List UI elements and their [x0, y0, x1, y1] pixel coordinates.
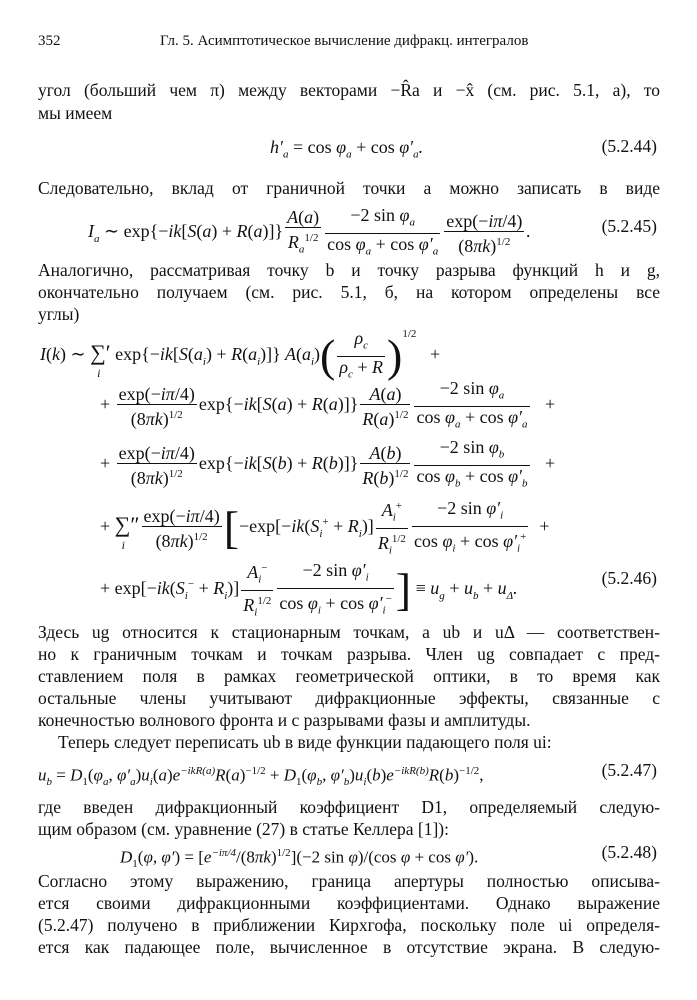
p4-line5: конечностью волнового фронта и с разрывами фазы и амплитуды. [38, 710, 531, 730]
p6-line2: ется своими дифракционными коэффициентами. Однако выражение [38, 893, 660, 913]
equation-5-2-46-row2: + $\frac{\exp(-i\pi/4)}{(8\pi k)^{1/2}}$ exp{−ik[S(a) + R(a)]} $\frac{A(a)}{R(a)^{1/2}}$ $\frac{-2 \sin \varphi_a}{\cos \varphi_a + \cos \varphi'_a}$ + [100, 378, 556, 431]
equation-5-2-46-row3: + $\frac{\exp(-i\pi/4)}{(8\pi k)^{1/2}}$ exp{−ik[S(b) + R(b)]} $\frac{A(b)}{R(b)^{1/2}}$ $\frac{-2 \sin \varphi_b}{\cos \varphi_b + \cos \varphi'_b}$ + [100, 437, 556, 490]
equation-5-2-44: $h'_a = \cos \varphi_a + \cos \varphi'_a$. [270, 137, 424, 161]
equation-5-2-46-row4: + ∑″ i $\frac{\exp(-i\pi/4)}{(8\pi k)^{1/2}}$ [$-\exp[-ik(S_i^+ + R_i)]$ $\frac{A_i^+}{R_i^{1/2}}$ $\frac{-2 \sin \varphi'_i}{\cos \varphi_i + \cos \varphi'_i^+}$ + [100, 498, 550, 557]
equation-number-5-2-48: (5.2.48) [601, 842, 657, 862]
equation-number-5-2-46: (5.2.46) [601, 568, 657, 588]
equation-5-2-45: $I_a$ ∼ exp{−ik[S(a) + R(a)]} $\frac{A(a)}{R_a^{1/2}}$ $\frac{-2 \sin \varphi_a}{\cos \varphi_a + \cos \varphi'_a}$ $\frac{\exp(-i\pi/4)}{(8\pi k)^{1/2}}$ . [88, 205, 531, 258]
p4-line6: Теперь следует переписать ub в виде функции падающего поля ui: [58, 732, 552, 752]
p1-line2: мы имеем [38, 103, 113, 123]
p4-line2: но к граничным точкам и точкам разрыва. Член ug совпадает с пред- [38, 644, 660, 664]
p3-line1: Аналогично, рассматривая точку b и точку разрыва функций h и g, [38, 260, 660, 280]
equation-5-2-48: $D_1(\varphi$, $\varphi') = [e^{-i\pi/4}/(8\pi k)^{1/2}](-2$ sin φ)/(cos φ + cos φ′). [120, 847, 479, 871]
equation-number-5-2-45: (5.2.45) [601, 216, 657, 236]
p1-line1: угол (больший чем π) между векторами −R̂a и −x̂ (см. рис. 5.1, a), то [38, 80, 660, 100]
equation-number-5-2-47: (5.2.47) [601, 760, 657, 780]
p5-line2: щим образом (см. уравнение (27) в статье Келлера [1]): [38, 819, 449, 839]
p3-line3: углы) [38, 304, 80, 324]
p4-line1: Здесь ug относится к стационарным точкам, a ub и uΔ — соответствен- [38, 622, 660, 642]
chapter-title: Гл. 5. Асимптотическое вычисление дифракц. интегралов [160, 33, 529, 49]
p6-line3: (5.2.47) получено в приближении Кирхгофа, поскольку поле ui определя- [38, 915, 660, 935]
p4-line4: остальные члены учитывают дифракционные эффекты, связанные с [38, 688, 660, 708]
p3-line2: окончательно получаем (см. рис. 5.1, б, на котором определены все [38, 282, 660, 302]
page-number: 352 [38, 33, 61, 49]
p5-line1: где введен дифракционный коэффициент D1, определяемый следую- [38, 797, 660, 817]
p2-line1: Следовательно, вклад от граничной точки a можно записать в виде [38, 178, 660, 198]
p6-line4: ется как падающее поле, вычисленное в отсутствие экрана. В следую- [38, 937, 660, 957]
equation-5-2-46-row1: I(k) ∼ ∑′ i $\exp\{-ik[S(a_i) + R(a_i)]\}$ $A(a_i)$( $\frac{\rho_c}{\rho_c + R}$ )$^{1/2}$ + [40, 328, 441, 382]
p4-line3: ставлением поля в рамках геометрической оптики, в то время как [38, 666, 660, 686]
p6-line1: Согласно этому выражению, граница апертуры полностью описыва- [38, 871, 660, 891]
equation-5-2-47: $u_b = D_1(\varphi_a$, $\varphi'_a)u_i(a)e^{-ikR(a)}R(a)^{-1/2} + D_1(\varphi_b$, $\varphi'_b)u_i(b)e^{-ikR(b)}R(b)^{-1/2}$, [38, 765, 484, 789]
equation-number-5-2-44: (5.2.44) [601, 136, 657, 156]
equation-5-2-46-row5: + $\exp[-ik(S_i^- + R_i)]$ $\frac{A_i^-}{R_i^{1/2}}$ $\frac{-2 \sin \varphi'_i}{\cos \varphi_i + \cos \varphi'_i^-}$ ] ≡ $u_g + u_b + u_\Delta$. [100, 560, 518, 619]
